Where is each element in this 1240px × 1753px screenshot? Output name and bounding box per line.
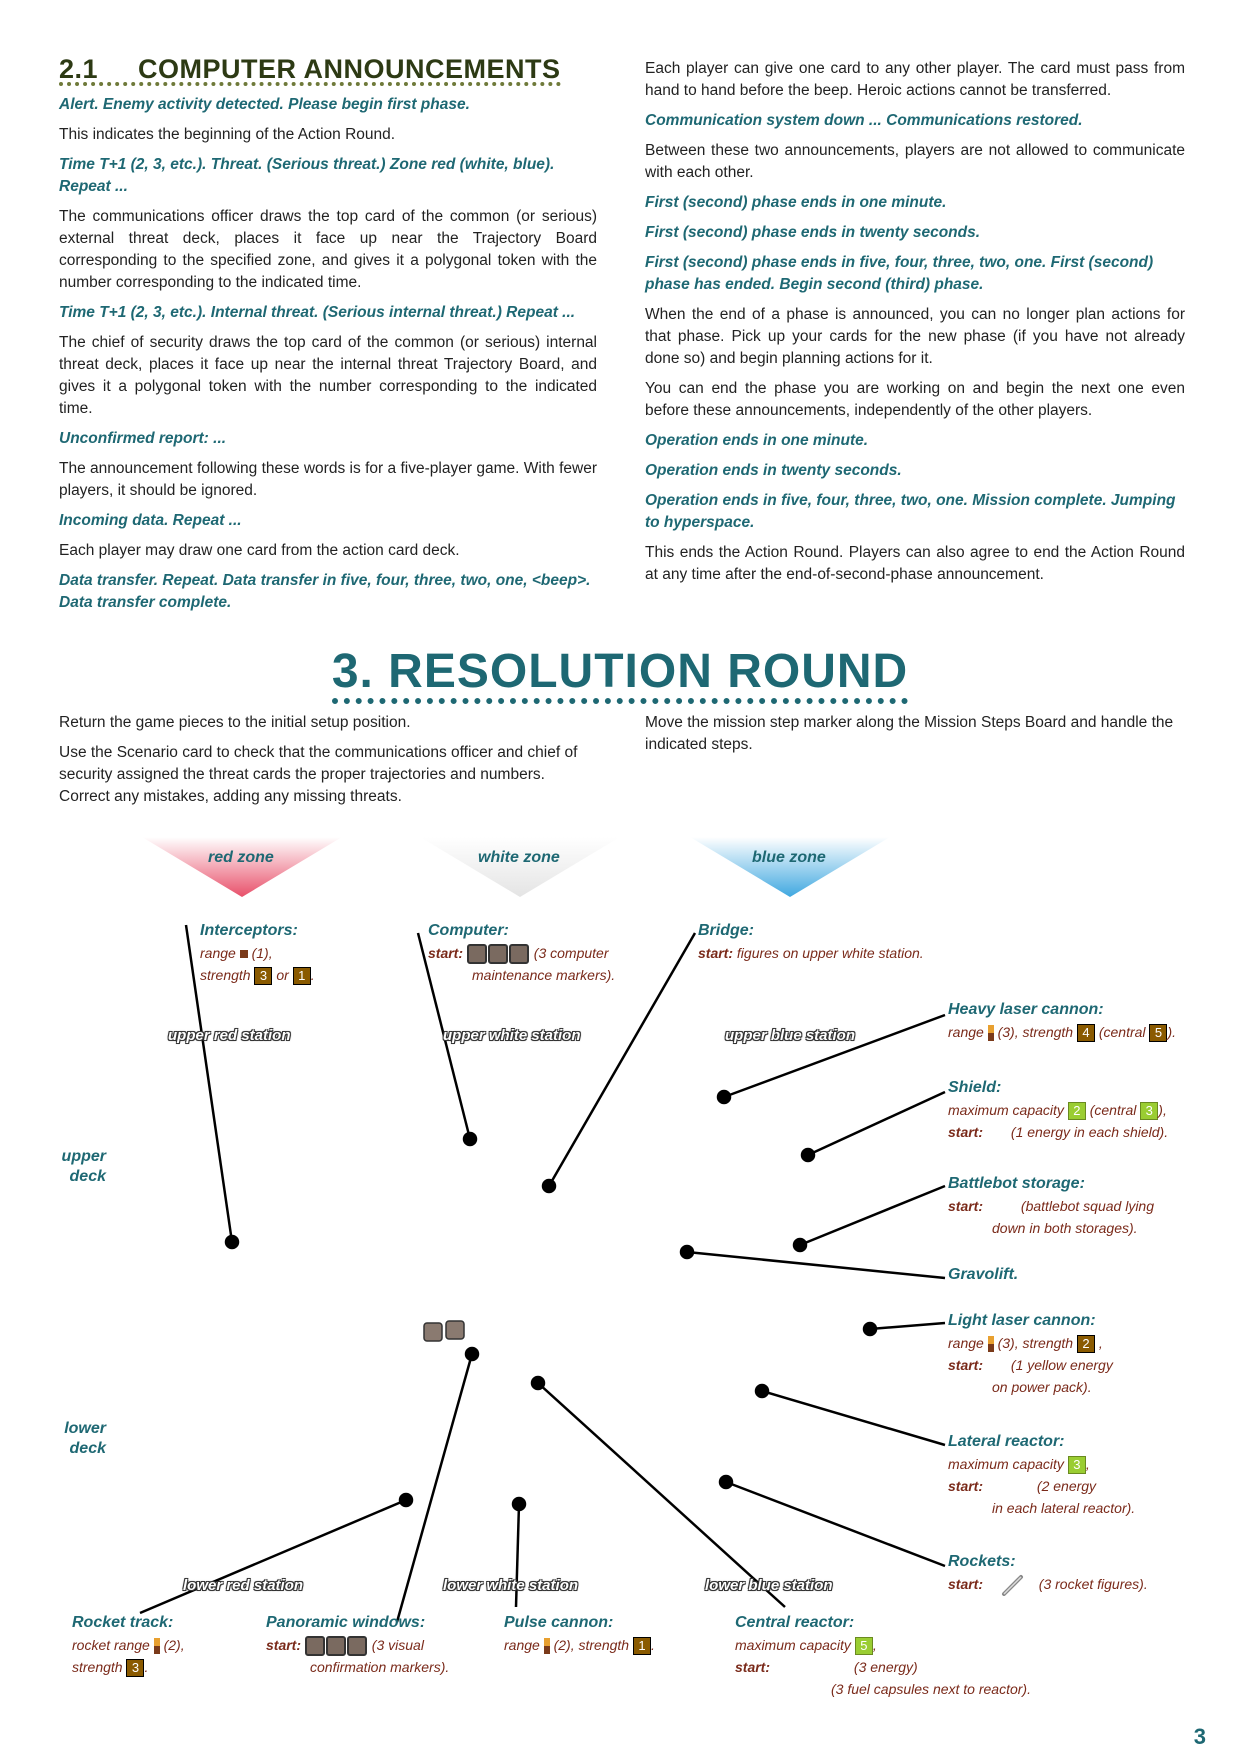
section-number: 2.1 bbox=[59, 54, 99, 84]
gravolift-label bbox=[948, 1264, 1148, 1286]
resolution-round-title: 3. RESOLUTION ROUND bbox=[332, 645, 908, 704]
capacity-text: maximum capacity bbox=[948, 1456, 1064, 1472]
announcement: Operation ends in one minute. bbox=[645, 432, 869, 449]
capacity-badge: 3 bbox=[1068, 1456, 1086, 1474]
interceptors-title: Interceptors: bbox=[200, 922, 298, 939]
announcement: Incoming data. Repeat ... bbox=[59, 512, 242, 529]
strength-badge: 4 bbox=[1077, 1024, 1095, 1042]
light-start-line2: on power pack). bbox=[992, 1379, 1092, 1395]
panoramic-start-line1: (3 visual bbox=[371, 1637, 424, 1653]
range-text: rocket range bbox=[72, 1637, 150, 1653]
announcement: Operation ends in five, four, three, two, one. Mission complete. Jumping to hyperspace. bbox=[645, 492, 1176, 531]
strength-text: strength bbox=[72, 1659, 123, 1675]
battlebot-start-line1: (battlebot squad lying bbox=[1020, 1198, 1154, 1214]
paragraph: The chief of security draws the top card of the common (or serious) internal threat deck, places it face up near the internal threat Trajectory Board, and gives it a polygonal token with the number corresponding to the indicated time. bbox=[59, 334, 597, 417]
announcement: Communication system down ... Communications restored. bbox=[645, 112, 1083, 129]
start-text: start: bbox=[735, 1659, 771, 1675]
battlebot-title: Battlebot storage: bbox=[948, 1175, 1085, 1192]
strength-badge: 2 bbox=[1077, 1335, 1095, 1353]
ship-diagram bbox=[0, 825, 1240, 1725]
paragraph: This indicates the beginning of the Action Round. bbox=[59, 126, 396, 143]
capacity-badge: 5 bbox=[855, 1637, 873, 1655]
lateral-start-line2: in each lateral reactor). bbox=[992, 1500, 1136, 1516]
range-value: (2), bbox=[163, 1637, 185, 1653]
marker-cube-icon bbox=[488, 944, 508, 964]
announcement: Time T+1 (2, 3, etc.). Internal threat. (Serious internal threat.) Repeat ... bbox=[59, 304, 576, 321]
end-text: ), bbox=[1158, 1102, 1167, 1118]
start-text: start: bbox=[948, 1478, 984, 1494]
strength-badge: 3 bbox=[126, 1659, 144, 1677]
central-text: (central bbox=[1089, 1102, 1137, 1118]
red-zone-label: red zone bbox=[208, 849, 274, 866]
strength-badge: 3 bbox=[254, 967, 272, 985]
start-text: start: bbox=[948, 1124, 984, 1140]
paragraph: The communications officer draws the top card of the common (or serious) external threat deck, places it face up near the Trajectory Board corresponding to the specified zone, and gives it a polygonal token with the number corresponding to the indicated time. bbox=[59, 208, 597, 291]
capacity-badge: 3 bbox=[1140, 1102, 1158, 1120]
central-title: Central reactor: bbox=[735, 1614, 855, 1631]
panoramic-start-line2: confirmation markers). bbox=[310, 1659, 450, 1676]
marker-cube-icon bbox=[326, 1636, 346, 1656]
page-number: 3 bbox=[1193, 1724, 1206, 1749]
section-3-right-column bbox=[645, 712, 1185, 764]
capacity-text: maximum capacity bbox=[735, 1637, 851, 1653]
resolution-round-heading bbox=[0, 644, 1240, 699]
start-text: start: bbox=[948, 1198, 984, 1214]
upper-red-station: upper red station bbox=[168, 1027, 291, 1044]
paragraph: Between these two announcements, players are not allowed to communicate with each other. bbox=[645, 142, 1185, 181]
bridge-title: Bridge: bbox=[698, 922, 754, 939]
lower-red-station: lower red station bbox=[183, 1577, 304, 1594]
range-3-icon bbox=[988, 1025, 994, 1041]
white-zone-label: white zone bbox=[478, 849, 560, 866]
capacity-text: maximum capacity bbox=[948, 1102, 1064, 1118]
light-laser-title: Light laser cannon: bbox=[948, 1312, 1096, 1329]
section-2-1-right-column bbox=[645, 58, 1185, 594]
section-2-1-left-column bbox=[59, 54, 597, 622]
central-text: (central bbox=[1098, 1024, 1146, 1040]
range-value: (1), bbox=[251, 945, 273, 961]
end-text: , bbox=[1098, 1335, 1103, 1351]
lower-deck-label: lower deck bbox=[64, 1420, 106, 1457]
computer-start-line1: (3 computer bbox=[533, 945, 609, 961]
red-zone-arrow bbox=[142, 837, 342, 897]
announcement: First (second) phase ends in one minute. bbox=[645, 194, 947, 211]
end-text: . bbox=[310, 967, 315, 983]
rocket-track-label bbox=[72, 1612, 252, 1678]
paragraph: When the end of a phase is announced, you can no longer plan actions for that phase. Pick up your cards for the new phase (if you have not already done so) and begin planning actions for it. bbox=[645, 306, 1185, 367]
paragraph: Each player may draw one card from the action card deck. bbox=[59, 542, 460, 559]
capacity-badge: 2 bbox=[1068, 1102, 1086, 1120]
central-reactor-label bbox=[735, 1612, 1055, 1700]
strength-badge: 1 bbox=[633, 1637, 651, 1655]
interceptors-label bbox=[200, 920, 400, 986]
end-text: . bbox=[144, 1659, 149, 1675]
marker-cube-icon bbox=[467, 944, 487, 964]
battlebot-start-line2: down in both storages). bbox=[992, 1220, 1138, 1236]
panoramic-windows-label bbox=[266, 1612, 486, 1678]
start-text: start: bbox=[698, 945, 734, 961]
rocket-track-title: Rocket track: bbox=[72, 1614, 174, 1631]
light-laser-cannon-label bbox=[948, 1310, 1208, 1398]
range-text: range bbox=[504, 1637, 540, 1653]
pulse-cannon-label bbox=[504, 1612, 704, 1656]
section-title: COMPUTER ANNOUNCEMENTS bbox=[138, 54, 561, 84]
light-start-line1: (1 yellow energy bbox=[1010, 1357, 1113, 1373]
strength-badge: 5 bbox=[1149, 1024, 1167, 1042]
rockets-label bbox=[948, 1551, 1208, 1596]
end-text: ). bbox=[1167, 1024, 1176, 1040]
blue-zone-arrow bbox=[690, 837, 890, 897]
bridge-start-text: figures on upper white station. bbox=[736, 945, 924, 961]
start-text: start: bbox=[948, 1357, 984, 1373]
battlebot-storage-label bbox=[948, 1173, 1208, 1239]
range-3-icon bbox=[988, 1336, 994, 1352]
left-paragraphs bbox=[59, 94, 597, 614]
end-text: , bbox=[1085, 1456, 1090, 1472]
range-2-icon bbox=[544, 1638, 550, 1654]
end-text: , bbox=[872, 1637, 877, 1653]
paragraph: This ends the Action Round. Players can also agree to end the Action Round at any time after the end-of-second-phase announcement. bbox=[645, 544, 1185, 583]
rockets-start-text: (3 rocket figures). bbox=[1038, 1576, 1148, 1592]
start-text: start: bbox=[428, 945, 464, 961]
marker-cube-icon bbox=[305, 1636, 325, 1656]
lateral-reactor-label bbox=[948, 1431, 1208, 1519]
right-paragraphs bbox=[645, 58, 1185, 586]
range-text: range bbox=[948, 1024, 984, 1040]
section-2-1-heading bbox=[59, 54, 561, 86]
lateral-start-line1: (2 energy bbox=[1036, 1478, 1097, 1494]
pulse-title: Pulse cannon: bbox=[504, 1614, 614, 1631]
announcement: First (second) phase ends in five, four, three, two, one. First (second) phase has ended. Begin second (third) phase. bbox=[645, 254, 1154, 293]
paragraph: The announcement following these words is for a five-player game. With fewer players, it should be ignored. bbox=[59, 460, 597, 499]
paragraph: You can end the phase you are working on and begin the next one even before these announcements, independently of the other players. bbox=[645, 380, 1185, 419]
blue-zone-label: blue zone bbox=[752, 849, 826, 866]
heavy-laser-title: Heavy laser cannon: bbox=[948, 1001, 1104, 1018]
paragraph: Each player can give one card to any other player. The card must pass from hand to hand before the beep. Heroic actions cannot be transferred. bbox=[645, 60, 1185, 99]
marker-cubes-icon bbox=[424, 1321, 464, 1341]
rocket-icon bbox=[1001, 1574, 1025, 1596]
section-3-left-column bbox=[59, 712, 599, 816]
upper-blue-station: upper blue station bbox=[725, 1027, 856, 1044]
bridge-label bbox=[698, 920, 998, 964]
strength-badge: 1 bbox=[293, 967, 311, 985]
central-start-line2: (3 fuel capsules next to reactor). bbox=[831, 1681, 1031, 1697]
end-text: . bbox=[650, 1637, 655, 1653]
strength-text: (3), strength bbox=[997, 1335, 1074, 1351]
shield-label bbox=[948, 1077, 1208, 1143]
start-text: start: bbox=[266, 1637, 302, 1653]
range-2-icon bbox=[154, 1638, 160, 1654]
paragraph: Use the Scenario card to check that the communications officer and chief of security assigned the threat cards the proper trajectories and numbers. Correct any mistakes, adding any missing threats. bbox=[59, 744, 578, 805]
rockets-title: Rockets: bbox=[948, 1553, 1016, 1570]
shield-title: Shield: bbox=[948, 1079, 1002, 1096]
computer-start-line2: maintenance markers). bbox=[472, 967, 616, 984]
shield-start-text: (1 energy in each shield). bbox=[1010, 1124, 1169, 1140]
start-text: start: bbox=[948, 1576, 984, 1592]
marker-cube-icon bbox=[509, 944, 529, 964]
central-start-line1: (3 energy) bbox=[853, 1659, 918, 1675]
strength-text: strength bbox=[200, 967, 251, 983]
marker-cube-icon bbox=[347, 1636, 367, 1656]
range-1-icon bbox=[240, 950, 248, 958]
lower-white-station: lower white station bbox=[443, 1577, 579, 1594]
announcement: Data transfer. Repeat. Data transfer in five, four, three, two, one, <beep>. Data transfer complete. bbox=[59, 572, 591, 611]
paragraph: Return the game pieces to the initial setup position. bbox=[59, 714, 411, 731]
range-text: range bbox=[948, 1335, 984, 1351]
lateral-title: Lateral reactor: bbox=[948, 1433, 1065, 1450]
strength-text: (2), strength bbox=[553, 1637, 630, 1653]
panoramic-title: Panoramic windows: bbox=[266, 1614, 426, 1631]
heavy-laser-cannon-label bbox=[948, 999, 1208, 1043]
upper-white-station: upper white station bbox=[443, 1027, 581, 1044]
paragraph: Move the mission step marker along the Mission Steps Board and handle the indicated steps. bbox=[645, 714, 1174, 753]
white-zone-arrow bbox=[420, 837, 620, 897]
upper-deck-label: upper deck bbox=[61, 1148, 106, 1185]
lower-blue-station: lower blue station bbox=[705, 1577, 833, 1594]
announcement: Unconfirmed report: ... bbox=[59, 430, 227, 447]
range-text: range bbox=[200, 945, 236, 961]
announcement: Time T+1 (2, 3, etc.). Threat. (Serious threat.) Zone red (white, blue). Repeat ... bbox=[59, 156, 555, 195]
announcement: Operation ends in twenty seconds. bbox=[645, 462, 902, 479]
gravolift-title: Gravolift. bbox=[948, 1266, 1019, 1283]
announcement: Alert. Enemy activity detected. Please begin first phase. bbox=[59, 96, 470, 113]
strength-text: (3), strength bbox=[997, 1024, 1074, 1040]
computer-title: Computer: bbox=[428, 922, 509, 939]
or-text: or bbox=[276, 967, 289, 983]
computer-label bbox=[428, 920, 648, 986]
announcement: First (second) phase ends in twenty seconds. bbox=[645, 224, 981, 241]
